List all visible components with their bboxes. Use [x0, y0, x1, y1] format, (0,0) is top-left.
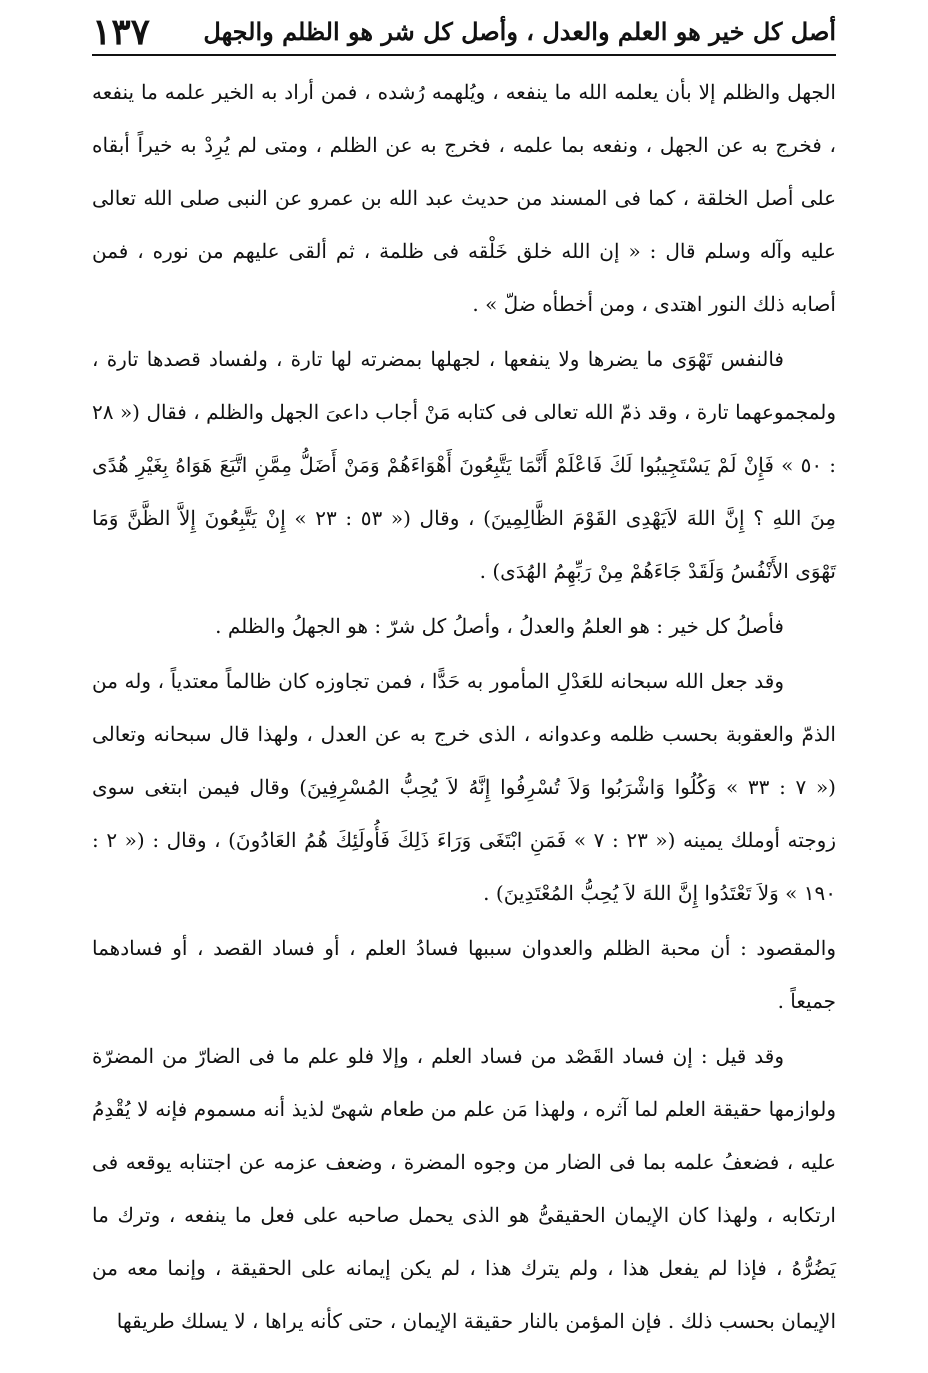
paragraph: فالنفس تَهْوَى ما يضرها ولا ينفعها ، لجهلها بمضرته لها تارة ، ولفساد قصدها تارة ، ولمجموعهما تارة ، وقد ذمّ الله تعالى فى كتابه مَنْ أجاب داعىَ الجهل والظلم ، فقال (« ٢٨ : ٥٠ » فَإِنْ لَمْ يَسْتَجِيبُوا لَكَ فَاعْلَمْ أَنَّمَا يَتَّبِعُونَ أَهْوَاءَهُمْ وَمَنْ أَضَلُّ مِمَّنِ اتَّبَعَ هَوَاهُ بِغَيْرِ هُدًى مِنَ اللهِ ؟ إِنَّ اللهَ لاَيَهْدِى القَوْمَ الظَّالِمِينَ) ، وقال (« ٥٣ : ٢٣ » إِنْ يَتَّبِعُونَ إِلاَّ الظَّنَّ وَمَا تَهْوَى الأَنْفُسُ وَلَقَدْ جَاءَهُمْ مِنْ رَبِّهِمُ الهُدَى) . [92, 347, 837, 583]
header-rule [92, 54, 836, 56]
paragraph: والمقصود : أن محبة الظلم والعدوان سببها فسادُ العلم ، أو فساد القصد ، أو فسادهما جميعاً . [92, 936, 836, 1013]
paragraph: وقد جعل الله سبحانه للعَدْلِ المأمور به حَدًّا ، فمن تجاوزه كان ظالماً معتدياً ، وله من الذمّ والعقوبة بحسب ظلمه وعدوانه ، الذى خرج به عن العدل ، ولهذا قال سبحانه وتعالى (« ٧ : ٣٣ » وَكُلُوا وَاشْرَبُوا وَلاَ تُسْرِفُوا إِنَّهُ لاَ يُحِبُّ المُسْرِفِينَ) وقال فيمن ابتغى سوى زوجته أوملك يمينه (« ٢٣ : ٧ » فَمَنِ ابْتَغَى وَرَاءَ ذَلِكَ فَأُولَئِكَ هُمُ العَادُونَ) ، وقال : (« ٢ : ١٩٠ » وَلاَ تَعْتَدُوا إِنَّ اللهَ لاَ يُحِبُّ المُعْتَدِينَ) . [92, 669, 836, 905]
page-number: ١٣٧ [92, 11, 151, 53]
running-head: أصل كل خير هو العلم والعدل ، وأصل كل شر هو الظلم والجهل [203, 17, 836, 46]
body-text [92, 66, 836, 1350]
paragraph: فأصلُ كل خير : هو العلمُ والعدلُ ، وأصلُ كل شرّ : هو الجهلُ والظلم . [215, 614, 784, 638]
paragraph: الجهل والظلم إلا بأن يعلمه الله ما ينفعه ، ويُلهمه رُشده ، فمن أراد به الخير علمه ما ينفعه ، فخرج به عن الجهل ، ونفعه بما علمه ، فخرج به عن الظلم ، ومتى لم يُرِدْ به خيراً أبقاه على أصل الخلقة ، كما فى المسند من حديث عبد الله بن عمرو عن النبى صلى الله تعالى عليه وآله وسلم قال : « إن الله خلق خَلْقه فى ظلمة ، ثم ألقى عليهم من نوره ، فمن أصابه ذلك النور اهتدى ، ومن أخطأه ضلّ » . [92, 80, 836, 316]
page-header [92, 6, 836, 52]
paragraph: وقد قيل : إن فساد القَصْد من فساد العلم ، وإلا فلو علم ما فى الضارّ من المضرّة ولوازمها حقيقة العلم لما آثره ، ولهذا مَن علم من طعام شهىّ لذيذ أنه مسموم فإنه لا يُقْدِمُ عليه ، فضعفُ علمه بما فى الضار من وجوه المضرة ، وضعف عزمه عن اجتنابه يوقعه فى ارتكابه ، ولهذا كان الإيمان الحقيقىُّ هو الذى يحمل صاحبه على فعل ما ينفعه ، وترك ما يَضُرُّهُ ، فإذا لم يفعل هذا ، ولم يترك هذا ، لم يكن إيمانه على الحقيقة ، وإنما معه من الإيمان بحسب ذلك . فإن المؤمن بالنار حقيقة الإيمان ، حتى كأنه يراها ، لا يسلك طريقها [92, 1044, 837, 1333]
